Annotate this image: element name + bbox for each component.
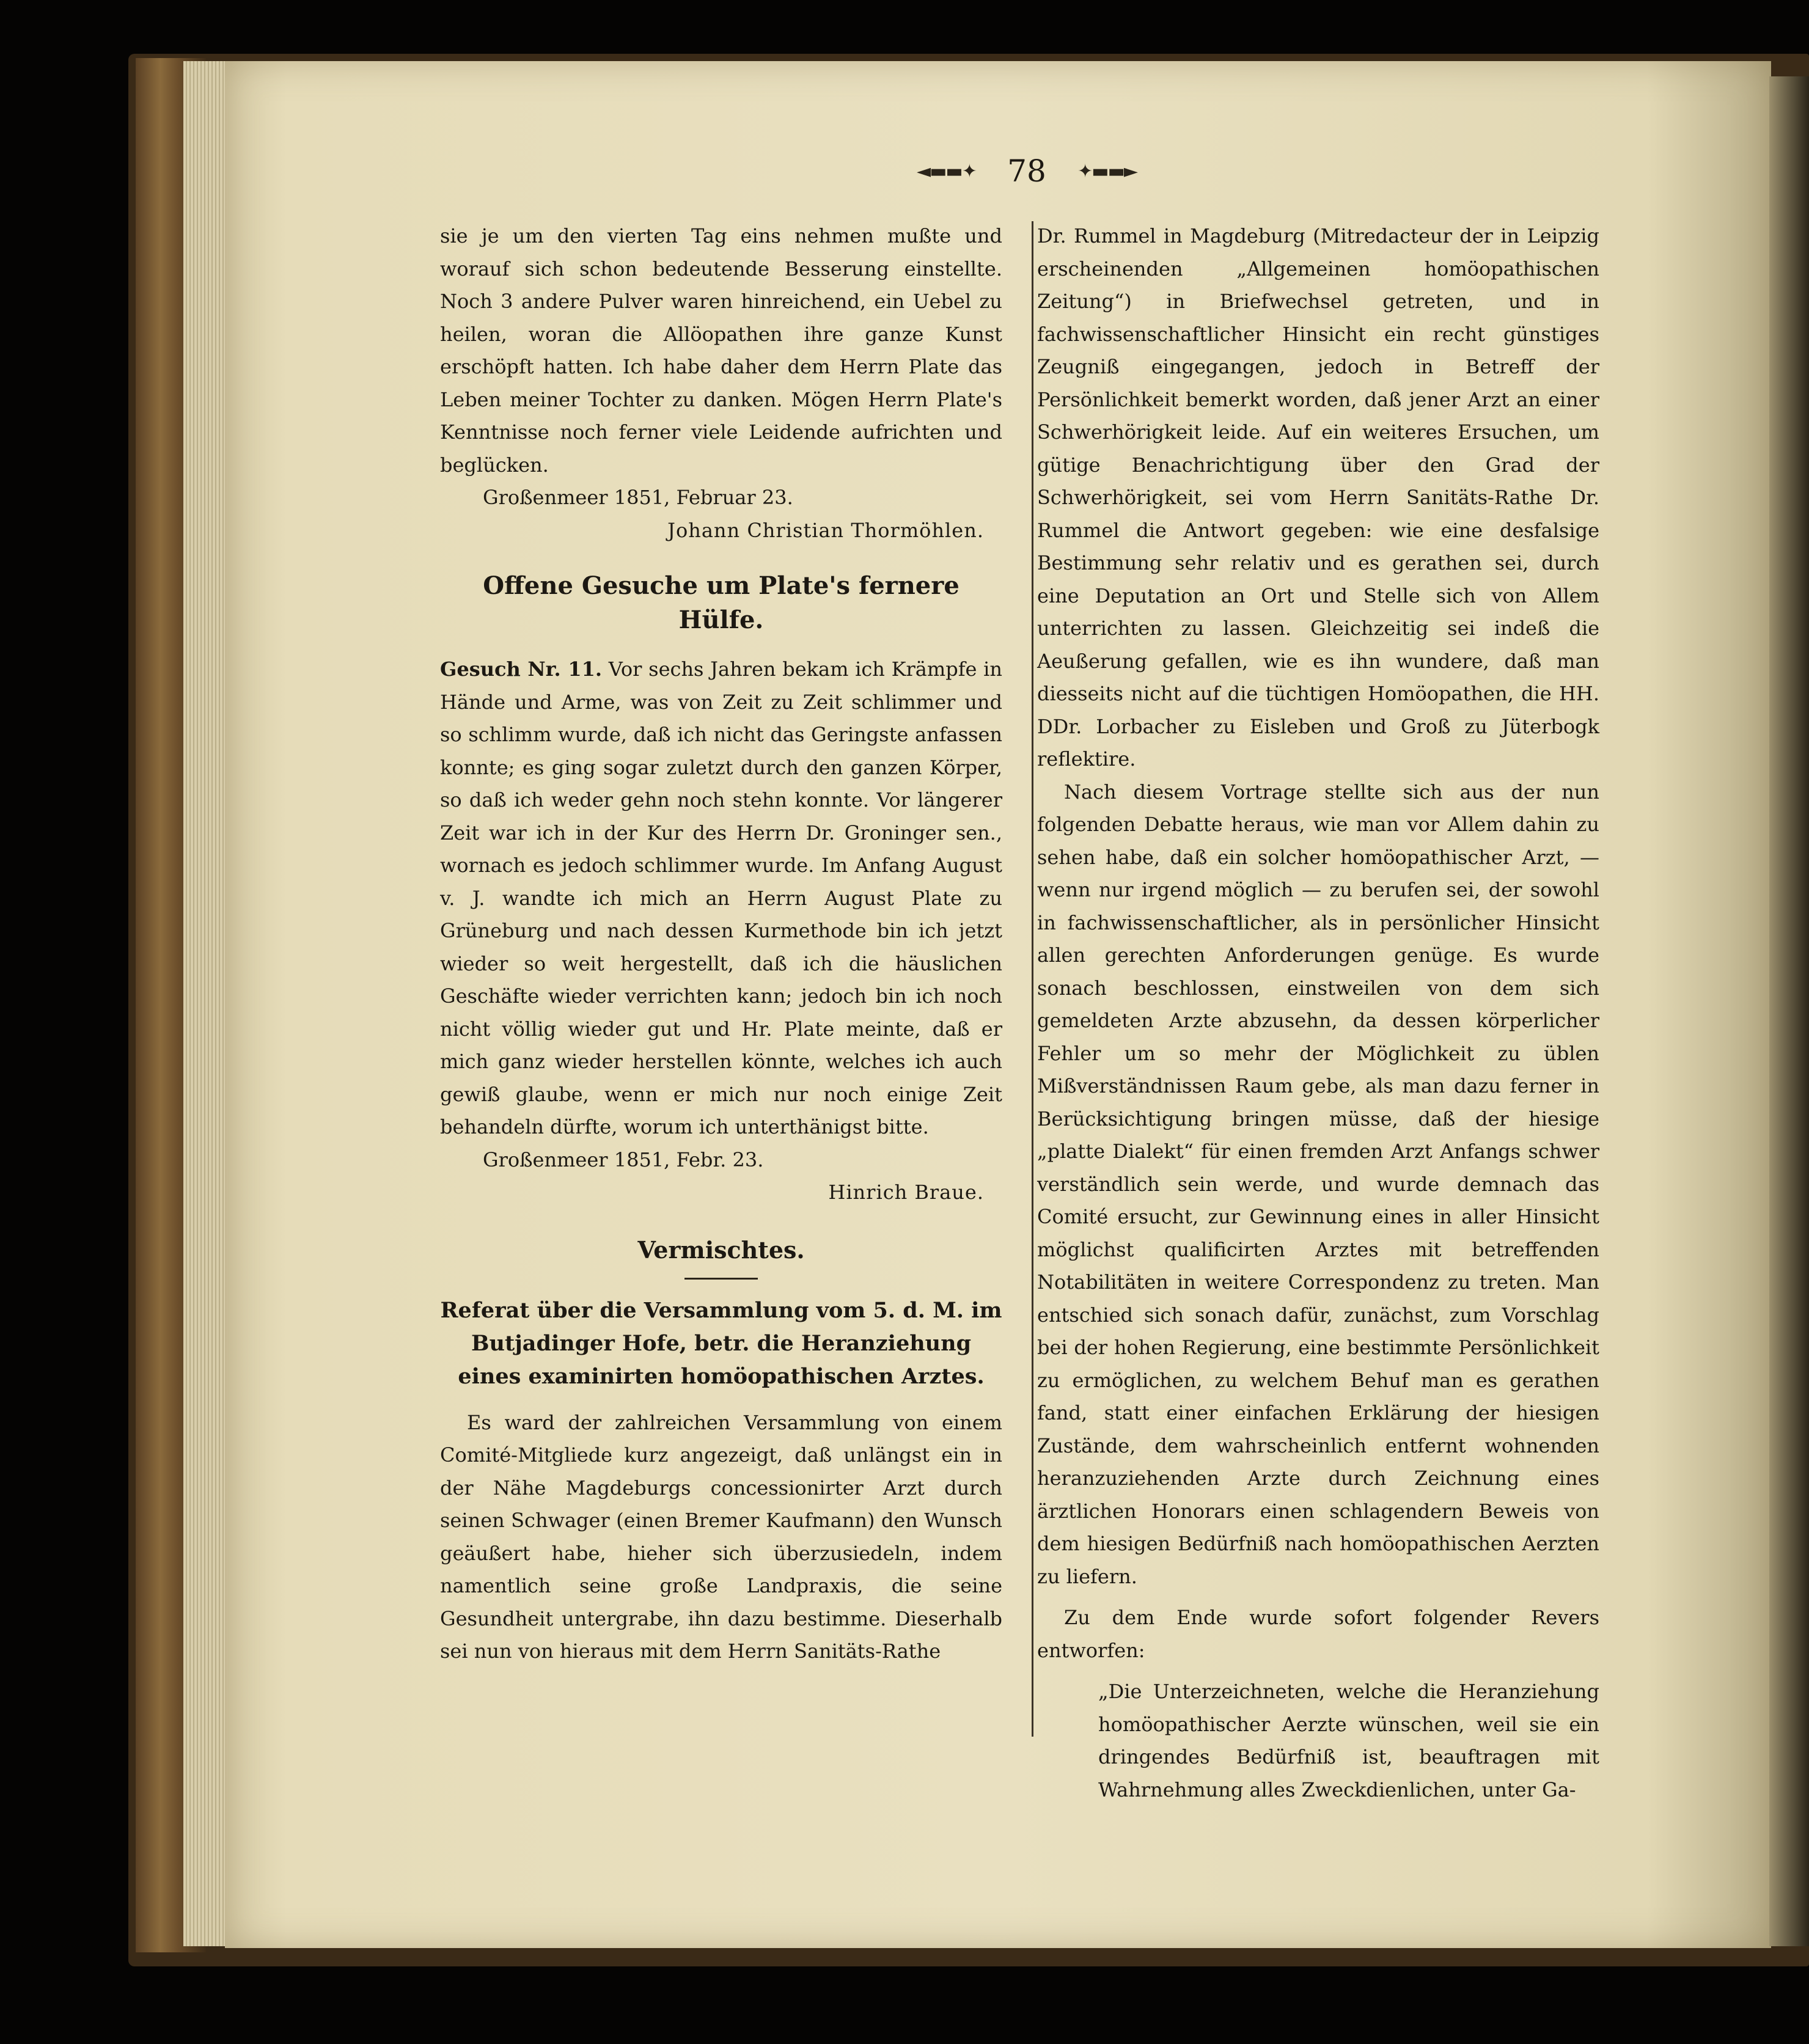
ornament-left-icon: ◄▬▬✦	[917, 160, 976, 182]
dateline: Großenmeer 1851, Febr. 23.	[483, 1148, 764, 1171]
signature: Hinrich Braue.	[828, 1181, 984, 1204]
dateline: Großenmeer 1851, Februar 23.	[483, 486, 793, 509]
article-paragraph: Dr. Rummel in Magdeburg (Mitredacteur der in Leipzig erscheinenden „Allgemeinen homöopathischen Zeitung“) in Briefwechsel getreten, und in fachwissenschaftlicher Hinsicht ein recht günstiges Zeugniß eingegangen, jedoch in Betreff der Persönlichkeit bemerkt worden, daß jener Arzt an einer Schwerhörigkeit leide. Auf ein weiteres Ersuchen, um gütige Benachrichtigung über den Grad der Schwerhörigkeit, sei vom Herrn Sanitäts-Rathe Dr. Rummel die Antwort gegeben: wie eine desfalsige Bestimmung sehr relativ und es gerathen sei, durch eine Deputation an Ort und Stelle sich von Allem unterrichten zu lassen. Gleichzeitig sei indeß die Aeußerung gefallen, wie es ihn wundere, daß man diesseits nicht auf die tüchtigen Homöopathen, die HH. DDr. Lorbacher zu Eisleben und Groß zu Jüterbogk reflektire.	[1037, 224, 1599, 771]
next-page-edge	[1769, 76, 1809, 1946]
gesuch-lead: Gesuch Nr. 11.	[440, 658, 603, 681]
gesuch-paragraph	[440, 653, 1002, 1144]
revers-quote: „Die Unterzeichneten, welche die Heranziehung homöopathischer Aerzte wünschen, weil sie ein dringendes Bedürfniß ist, beauftragen mit Wahrnehmung alles Zweckdienlichen, unter Ga-	[1098, 1680, 1599, 1801]
article-title: Referat über die Versammlung vom 5. d. M. im Butjadinger Hofe, betr. die Heranziehung eines examinirten homöopathischen Arztes.	[440, 1297, 1002, 1389]
page-number: 78	[1007, 153, 1046, 189]
section-heading-gesuche: Offene Gesuche um Plate's fernere Hülfe.	[483, 571, 960, 634]
article-paragraph: Es ward der zahlreichen Versammlung von einem Comité-Mitgliede kurz angezeigt, daß unlängst ein in der Nähe Magdeburgs concessionirter Arzt durch seinen Schwager (einen Bremer Kaufmann) den Wunsch geäußert habe, hieher sich überzusiedeln, indem namentlich seine große Landpraxis, die seine Gesundheit untergrabe, ihn dazu bestimme. Dieserhalb sei nun von hieraus mit dem Herrn Sanitäts-Rathe	[440, 1410, 1002, 1663]
page-header	[917, 150, 1137, 192]
column-divider	[1032, 221, 1033, 1737]
section-heading-vermischtes: Vermischtes.	[637, 1236, 805, 1264]
page-edges	[183, 61, 229, 1946]
letter-paragraph: sie je um den vierten Tag eins nehmen mußte und worauf sich schon bedeutende Besserung einstellte. Noch 3 andere Pulver waren hinreichend, ein Uebel zu heilen, woran die Allöopathen ihre ganze Kunst erschöpft hatten. Ich habe daher dem Herrn Plate das Leben meiner Tochter zu danken. Mögen Herrn Plate's Kenntnisse noch ferner viele Leidende aufrichten und beglücken.	[440, 224, 1002, 477]
gesuch-text: Vor sechs Jahren bekam ich Krämpfe in Hände und Arme, was von Zeit zu Zeit schlimmer und so schlimm wurde, daß ich nicht das Geringste anfassen konnte; es ging sogar zuletzt durch den ganzen Körper, so daß ich weder gehn noch stehn konnte. Vor längerer Zeit war ich in der Kur des Herrn Dr. Groninger sen., wornach es jedoch schlimmer wurde. Im Anfang August v. J. wandte ich mich an Herrn August Plate zu Grüneburg und nach dessen Kurmethode bin ich jetzt wieder so weit hergestellt, daß ich die häuslichen Geschäfte wieder verrichten kann; jedoch bin ich noch nicht völlig wieder gut und Hr. Plate meinte, daß er mich ganz wieder herstellen könnte, welches ich auch gewiß glaube, wenn er mich nur noch einige Zeit behandeln dürfte, worum ich unterthänigst bitte.	[440, 658, 1003, 1138]
signature: Johann Christian Thormöhlen.	[667, 518, 984, 542]
article-paragraph: Zu dem Ende wurde sofort folgender Revers entworfen:	[1037, 1606, 1599, 1662]
section-divider	[684, 1278, 758, 1280]
right-column	[1037, 220, 1599, 1806]
article-paragraph: Nach diesem Vortrage stellte sich aus der nun folgenden Debatte heraus, wie man vor Allem dahin zu sehen habe, daß ein solcher homöopathischer Arzt, — wenn nur irgend möglich — zu berufen sei, der sowohl in fachwissenschaftlicher, als in persönlicher Hinsicht allen gerechten Anforderungen genüge. Es wurde sonach beschlossen, einstweilen von dem sich gemeldeten Arzte abzusehn, da dessen körperlicher Fehler um so mehr der Möglichkeit zu üblen Mißverständnissen Raum gebe, als man dazu ferner in Berücksichtigung bringen müsse, daß der hiesige „platte Dialekt“ für einen fremden Arzt Anfangs schwer verständlich sein werde, und wurde demnach das Comité ersucht, zur Gewinnung eines in aller Hinsicht möglichst qualificirten Arztes mit betreffenden Notabilitäten in weitere Correspondenz zu treten. Man entschied sich sonach dafür, zunächst, zum Vorschlag bei der hohen Regierung, eine bestimmte Persönlichkeit zu ermöglichen, zu welchem Behuf man es gerathen fand, statt einer einfachen Erklärung der hiesigen Zustände, dem wahrscheinlich entfernt wohnenden heranzuziehenden Arzte durch Zeichnung eines ärztlichen Honorars einen schlagendern Beweis von dem hiesigen Bedürfniß nach homöopathischen Aerzten zu liefern.	[1037, 780, 1599, 1588]
left-column	[440, 220, 1002, 1668]
ornament-right-icon: ✦▬▬►	[1077, 160, 1137, 182]
